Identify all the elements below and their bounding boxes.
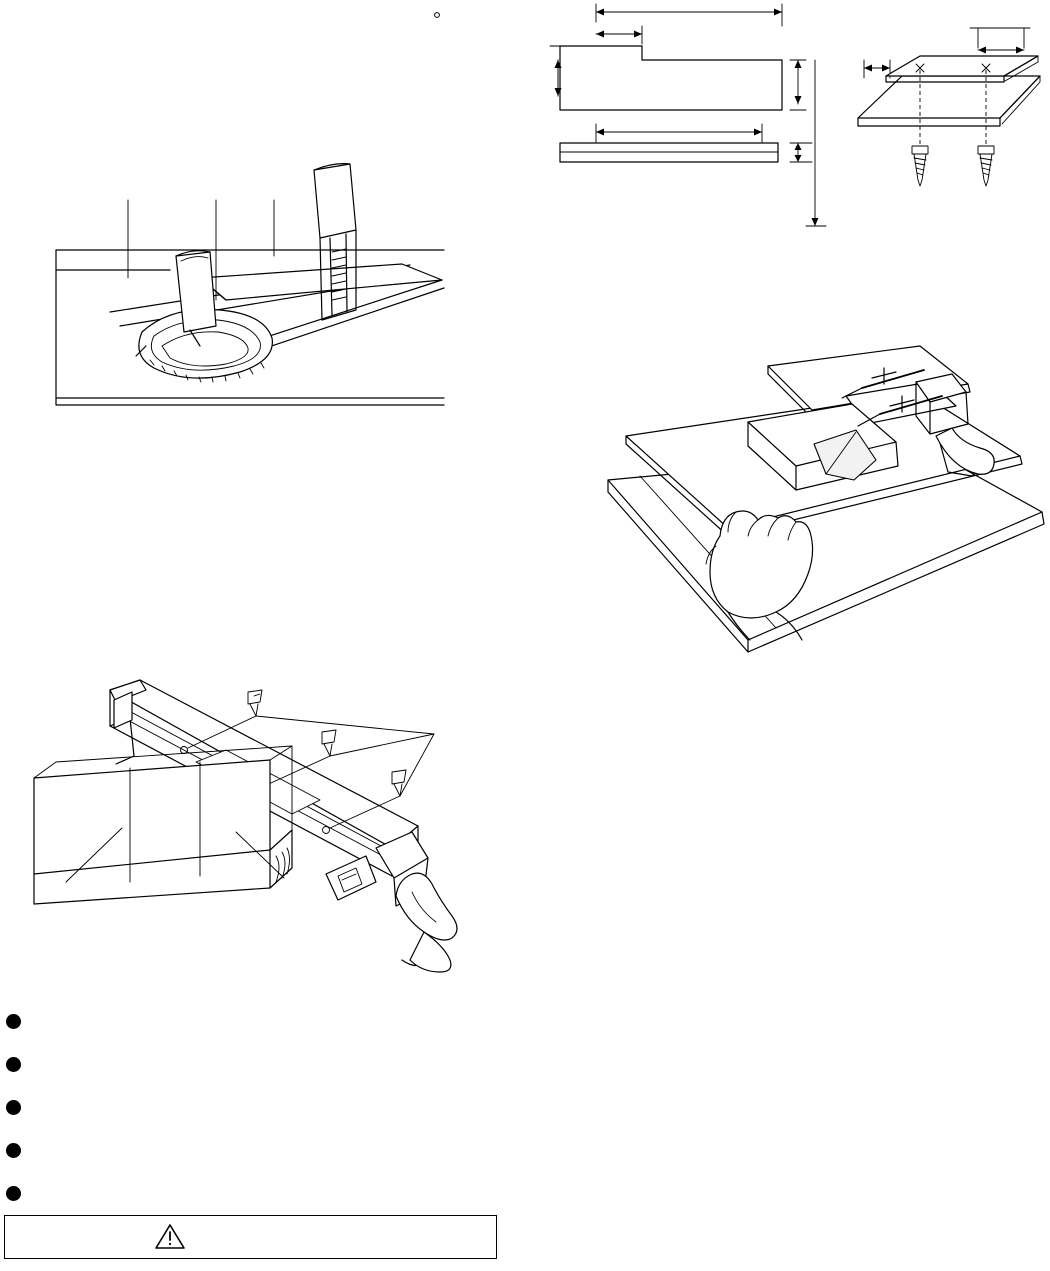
bullet-icon: [6, 1100, 21, 1115]
figure-base-plate-screws: [850, 20, 1050, 190]
miter-gauge-illustration: [50, 160, 450, 410]
figure-fence-rail-clamp-workpiece: [20, 660, 490, 990]
bullet-icon: [6, 1014, 21, 1029]
figure-hand-feeding-jig-through-saw: [600, 340, 1050, 660]
registration-dot-marker: [430, 8, 444, 22]
screw-icon-1: [248, 690, 262, 716]
fence-clamp-illustration: [20, 660, 490, 990]
list-item: [0, 1043, 500, 1086]
saw-cut-illustration: [600, 340, 1050, 660]
list-item: [0, 1000, 500, 1043]
bullet-icon: [6, 1143, 21, 1158]
figure-miter-gauge-on-saw-table: [50, 160, 450, 410]
dot-icon: [430, 8, 444, 22]
warning-box: [4, 1215, 497, 1259]
dimension-drawing: [550, 0, 840, 240]
screw-icon-right: [978, 146, 994, 186]
screw-icon-3: [392, 770, 406, 796]
base-plate-screws-illustration: [850, 20, 1050, 190]
bullet-icon: [6, 1057, 21, 1072]
figure-part-dimension-drawings: [550, 0, 840, 240]
bullet-icon: [6, 1186, 21, 1201]
list-item: [0, 1086, 500, 1129]
list-item: [0, 1129, 500, 1172]
screw-icon-2: [322, 730, 336, 756]
list-item: [0, 1172, 500, 1215]
screw-icon-left: [912, 146, 928, 186]
warning-content: [155, 1223, 193, 1249]
warning-triangle-icon: [155, 1223, 185, 1249]
bullet-list: [0, 1000, 500, 1215]
